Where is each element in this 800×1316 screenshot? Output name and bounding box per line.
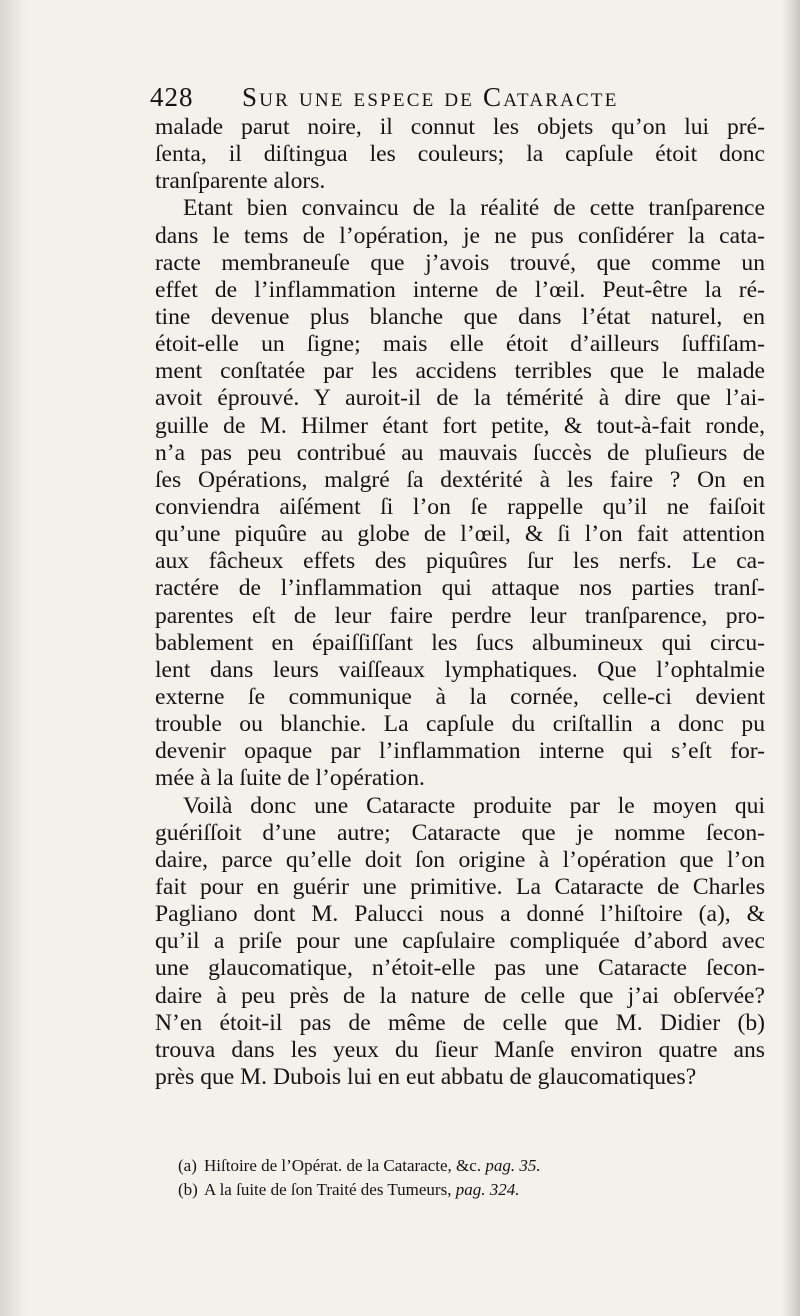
text-line: mée à la ſuite de l’opération. [155,765,425,792]
text-line: N’en étoit-il pas de même de celle que M. Didier (b) [155,1009,765,1036]
page-number: 428 [150,82,194,112]
text-line: Etant bien convaincu de la réalité de cette tranſparence [183,195,765,222]
text-line: près que M. Dubois lui en eut abbatu de glaucomatiques? [155,1063,697,1090]
text-line: fait pour en guérir une primitive. La Cataracte de Charles [155,873,765,900]
text-line: daire, parce qu’elle doit ſon origine à l’opération que l’on [155,846,765,873]
text-line: daire à peu près de la nature de celle que j’ai obſervée? [155,982,765,1009]
text-line: étoit-elle un ſigne; mais elle étoit d’ailleurs ſuffiſam- [155,331,765,358]
text-line: conviendra aiſément ſi l’on ſe rappelle qu’il ne faiſoit [155,493,765,520]
footnote-mark: (b) [178,1180,198,1199]
footnote-page-ref: pag. 324. [455,1180,520,1199]
page-edge-shadow-left [0,0,26,1316]
text-line: qu’il a priſe pour une capſulaire compliquée d’abord avec [155,928,765,955]
page-edge-shadow-right [782,0,800,1316]
text-line: qu’une piquûre au globe de l’œil, & ſi l’on fait attention [155,521,765,548]
text-line: guille de M. Hilmer étant fort petite, & tout-à-fait ronde, [155,412,765,439]
footnote-text: Hiſtoire de l’Opérat. de la Cataracte, &c. [204,1156,482,1175]
footnotes [178,1154,638,1202]
text-line: Voilà donc une Cataracte produite par le moyen qui [183,792,765,819]
footnote-mark: (a) [178,1156,197,1175]
text-line: trouva dans les yeux du ſieur Manſe environ quatre ans [155,1036,765,1063]
text-line: lent dans leurs vaiſſeaux lymphatiques. Que l’ophtalmie [155,656,765,683]
text-line: aux fâcheux effets des piquûres ſur les nerfs. Le ca- [155,548,765,575]
text-line: parentes eſt de leur faire perdre leur tranſparence, pro- [155,602,765,629]
text-line: avoit éprouvé. Y auroit-il de la témérité à dire que l’ai- [155,385,765,412]
text-line: Pagliano dont M. Palucci nous a donné l’hiſtoire (a), & [155,901,765,928]
text-line: racte membraneuſe que j’avois trouvé, que comme un [155,249,765,276]
text-line: ment conſtatée par les accidens terribles que le malade [155,358,765,385]
text-line: dans le tems de l’opération, je ne pus conſidérer la cata- [155,222,765,249]
text-line: guériſſoit d’une autre; Cataracte que je nomme ſecon- [155,819,765,846]
footnote [178,1178,638,1202]
text-line: ractére de l’inflammation qui attaque nos parties tranſ- [155,575,765,602]
text-line: externe ſe communique à la cornée, celle-ci devient [155,683,765,710]
text-line: effet de l’inflammation interne de l’œil. Peut-être la ré- [155,276,765,303]
footnote [178,1154,638,1178]
footnote-text: A la ſuite de ſon Traité des Tumeurs, [204,1180,452,1199]
text-line: tranſparente alors. [155,168,326,195]
text-line: trouble ou blanchie. La capſule du criſtallin a donc pu [155,711,765,738]
text-line: devenir opaque par l’inflammation interne qui s’eſt for- [155,738,765,765]
text-line: n’a pas peu contribué au mauvais ſuccès de pluſieurs de [155,439,765,466]
body-text [155,114,765,1091]
text-line: tine devenue plus blanche que dans l’état naturel, en [155,303,765,330]
footnote-page-ref: pag. 35. [485,1156,541,1175]
running-title: Sur une espece de Cataracte [242,82,619,112]
text-line: une glaucomatique, n’étoit-elle pas une Cataracte ſecon- [155,955,765,982]
text-line: ſes Opérations, malgré ſa dextérité à les faire ? On en [155,466,765,493]
text-line: bablement en épaiſſiſſant les ſucs albumineux qui circu- [155,629,765,656]
text-line: malade parut noire, il connut les objets qu’on lui pré- [155,114,765,140]
text-line: ſenta, il diſtingua les couleurs; la capſule étoit donc [155,141,765,168]
